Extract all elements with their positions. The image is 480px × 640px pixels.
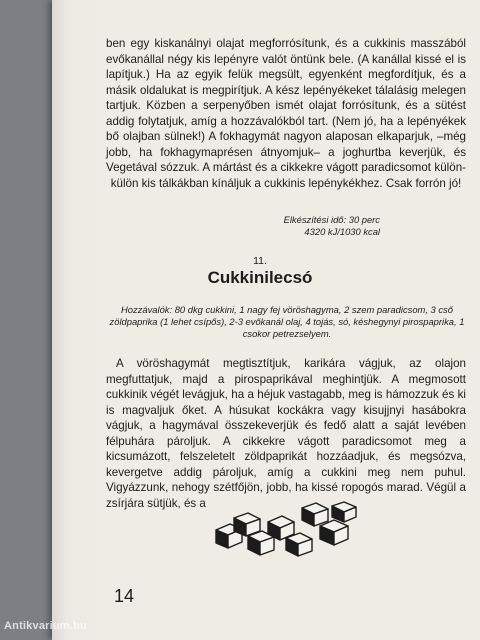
body-paragraph-bottom: A vöröshagymát megtisztítjuk, karikára vágjuk, az olajon megfuttatjuk, majd a pirospaprikával meghintjük. A megmosott cukkinik végét levágjuk, ha a héjuk vastagabb, meg is hámozzuk és ki is magvaljuk őket. A húsukat kockákra vagy kisujjnyi hasábokra vágjuk, a hagymával összekeverjük és fedő alatt a saját levében félpuhára pároljuk. A cikkekre vágott paradicsomot meg a kicsumázott, felszeletelt zöldpaprikát hozzáadjuk, és megsózva, kevergetve addig pároljuk, amíg a cukkini meg nem puhul. Vigyázzunk, nehogy szétfőjön, jobb, ha kissé ropogós marad. Végül a zsírjára sütjük, és a (106, 357, 466, 510)
recipe-title: Cukkinilecsó (207, 268, 313, 287)
energy-value: 4320 kJ/1030 kcal (304, 226, 380, 237)
prep-time: Elkészítési idő: 30 perc (283, 214, 380, 225)
cube-icon (302, 503, 328, 526)
page-number: 14 (114, 586, 135, 606)
watermark-text: Antikvarium.hu (4, 620, 87, 632)
cubes-illustration (212, 500, 362, 560)
ingredients-list: Hozzávalók: 80 dkg cukkini, 1 nagy fej vöröshagyma, 2 szem paradicsom, 3 cső zöldpaprika (1 lehet csípős), 2-3 evőkanál olaj, 4 tojás, só, késhegynyi pirospaprika, 1 csokor petrezselyem. (109, 304, 465, 340)
body-paragraph-top: ben egy kiskanálnyi olajat megforrósítunk, és a cukkinis masszából evőkanállal négy kis lepényre valót öntünk bele. (A kanállal kissé el is lapítjuk.) Ha az egyik felük megsült, egyenként megfordítjuk, és a másik oldalukat is megpirítjuk. A kész lepényékeket tálalásig melegen tartjuk. Közben a serpenyőben ismét olajat forrósítunk, és a sütést addig folytatjuk, amíg a hozzávalókból tart. (Nem jó, ha a lepényékek bő olajban sülnek!) A fokhagymát nagyon alaposan elkaparjuk, –még jobb, ha fokhagymaprésen átnyomjuk– a joghurtba keverjük, és Vegetával sózzuk. A mártást és a cikkekre vágott paradicsomot külön-külön kis tálkákban kínáljuk a cukkinis lepénykékhez. Csak forrón jó! (106, 37, 466, 190)
cube-icon (332, 502, 356, 522)
recipe-meta (180, 214, 380, 238)
cube-icon (320, 520, 348, 545)
recipe-number: 11. (253, 255, 267, 267)
cube-icon (286, 533, 312, 556)
